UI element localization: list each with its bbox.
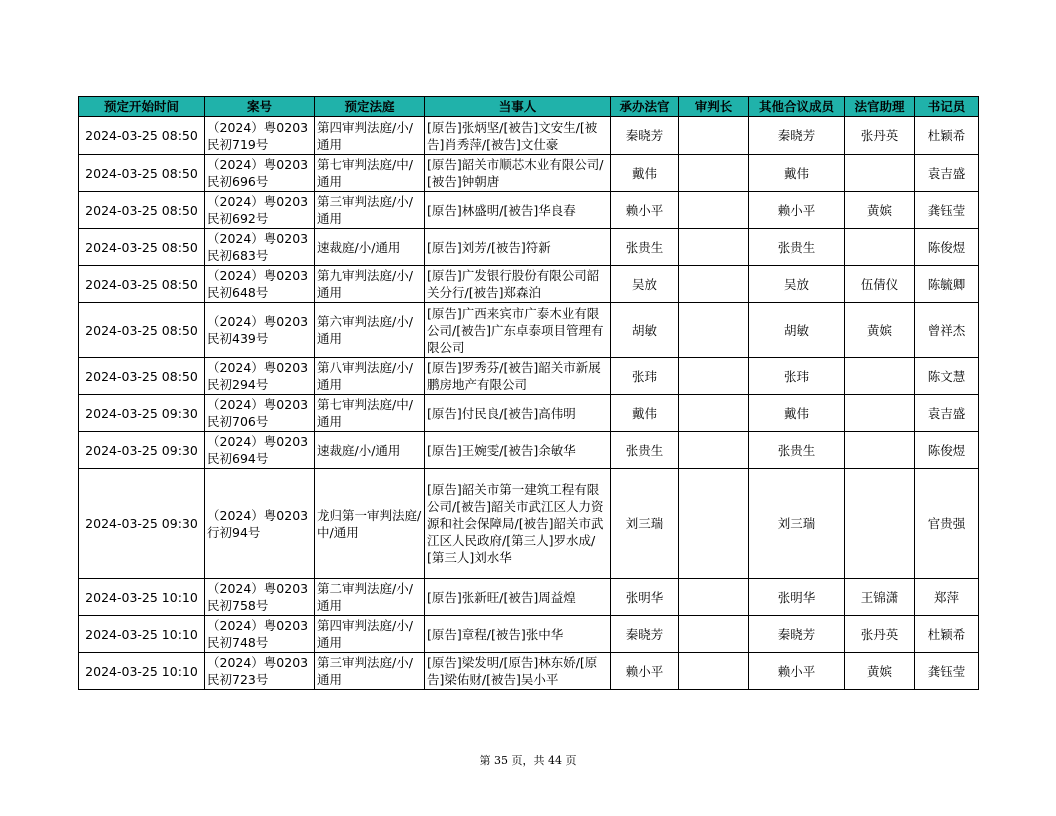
- cell-judge-assistant: [845, 432, 915, 469]
- cell-clerk: 曾祥杰: [915, 303, 979, 358]
- cell-judge-assistant: 黄嫔: [845, 653, 915, 690]
- cell-judge-assistant: [845, 469, 915, 579]
- table-row: [79, 469, 979, 579]
- cell-clerk: 袁吉盛: [915, 395, 979, 432]
- cell-start-time: 2024-03-25 10:10: [79, 616, 205, 653]
- cell-case-number: （2024）粤0203民初648号: [205, 266, 315, 303]
- cell-courtroom: 龙归第一审判法庭/中/通用: [315, 469, 425, 579]
- cell-parties: [原告]罗秀芬/[被告]韶关市新展鹏房地产有限公司: [425, 358, 611, 395]
- cell-start-time: 2024-03-25 09:30: [79, 469, 205, 579]
- table-row: [79, 266, 979, 303]
- cell-courtroom: 第四审判法庭/小/通用: [315, 117, 425, 155]
- page-footer: 第 35 页，共 44 页: [479, 754, 577, 767]
- cell-judge: 秦晓芳: [611, 616, 679, 653]
- cell-courtroom: 第二审判法庭/小/通用: [315, 579, 425, 616]
- cell-case-number: （2024）粤0203民初758号: [205, 579, 315, 616]
- cell-clerk: 陈俊煜: [915, 229, 979, 266]
- cell-courtroom: 第三审判法庭/小/通用: [315, 192, 425, 229]
- cell-courtroom: 第六审判法庭/小/通用: [315, 303, 425, 358]
- table-row: [79, 395, 979, 432]
- cell-parties: [原告]付民良/[被告]高伟明: [425, 395, 611, 432]
- cell-judge: 张贵生: [611, 229, 679, 266]
- cell-parties: [原告]章程/[被告]张中华: [425, 616, 611, 653]
- cell-parties: [原告]王婉雯/[被告]余敏华: [425, 432, 611, 469]
- table-row: [79, 432, 979, 469]
- cell-panel-members: 戴伟: [749, 155, 845, 192]
- cell-panel-members: 张贵生: [749, 432, 845, 469]
- cell-presiding-judge: [679, 395, 749, 432]
- cell-presiding-judge: [679, 155, 749, 192]
- cell-judge-assistant: 黄嫔: [845, 303, 915, 358]
- cell-case-number: （2024）粤0203民初683号: [205, 229, 315, 266]
- hearing-schedule-table: [78, 96, 979, 690]
- cell-panel-members: 张明华: [749, 579, 845, 616]
- cell-presiding-judge: [679, 653, 749, 690]
- cell-clerk: 陈俊煜: [915, 432, 979, 469]
- cell-judge: 张玮: [611, 358, 679, 395]
- cell-start-time: 2024-03-25 09:30: [79, 395, 205, 432]
- cell-case-number: （2024）粤0203民初719号: [205, 117, 315, 155]
- cell-judge-assistant: 张丹英: [845, 616, 915, 653]
- cell-parties: [原告]张炳坚/[被告]文安生/[被告]肖秀萍/[被告]文仕豪: [425, 117, 611, 155]
- cell-presiding-judge: [679, 358, 749, 395]
- cell-case-number: （2024）粤0203民初706号: [205, 395, 315, 432]
- cell-case-number: （2024）粤0203民初692号: [205, 192, 315, 229]
- cell-presiding-judge: [679, 117, 749, 155]
- cell-judge: 戴伟: [611, 395, 679, 432]
- header-clerk: 书记员: [915, 97, 979, 117]
- cell-start-time: 2024-03-25 08:50: [79, 117, 205, 155]
- cell-judge-assistant: [845, 229, 915, 266]
- cell-panel-members: 戴伟: [749, 395, 845, 432]
- table-row: [79, 358, 979, 395]
- cell-panel-members: 赖小平: [749, 192, 845, 229]
- cell-case-number: （2024）粤0203民初294号: [205, 358, 315, 395]
- cell-panel-members: 赖小平: [749, 653, 845, 690]
- table-row: [79, 653, 979, 690]
- cell-judge-assistant: 张丹英: [845, 117, 915, 155]
- cell-case-number: （2024）粤0203民初723号: [205, 653, 315, 690]
- cell-panel-members: 秦晓芳: [749, 616, 845, 653]
- table-row: [79, 616, 979, 653]
- cell-courtroom: 第八审判法庭/小/通用: [315, 358, 425, 395]
- cell-judge: 张贵生: [611, 432, 679, 469]
- cell-start-time: 2024-03-25 10:10: [79, 579, 205, 616]
- cell-start-time: 2024-03-25 08:50: [79, 155, 205, 192]
- cell-judge: 刘三瑞: [611, 469, 679, 579]
- cell-panel-members: 秦晓芳: [749, 117, 845, 155]
- cell-start-time: 2024-03-25 10:10: [79, 653, 205, 690]
- cell-clerk: 龚钰莹: [915, 653, 979, 690]
- cell-start-time: 2024-03-25 09:30: [79, 432, 205, 469]
- cell-parties: [原告]张新旺/[被告]周益煌: [425, 579, 611, 616]
- cell-clerk: 袁吉盛: [915, 155, 979, 192]
- cell-courtroom: 第七审判法庭/中/通用: [315, 155, 425, 192]
- header-judge: 承办法官: [611, 97, 679, 117]
- cell-case-number: （2024）粤0203民初694号: [205, 432, 315, 469]
- cell-parties: [原告]广发银行股份有限公司韶关分行/[被告]郑森泊: [425, 266, 611, 303]
- cell-start-time: 2024-03-25 08:50: [79, 358, 205, 395]
- table-row: [79, 117, 979, 155]
- header-presiding-judge: 审判长: [679, 97, 749, 117]
- table-row: [79, 579, 979, 616]
- cell-presiding-judge: [679, 266, 749, 303]
- cell-clerk: 陈文慧: [915, 358, 979, 395]
- cell-start-time: 2024-03-25 08:50: [79, 303, 205, 358]
- cell-judge-assistant: 伍倩仪: [845, 266, 915, 303]
- header-start-time: 预定开始时间: [79, 97, 205, 117]
- cell-panel-members: 张玮: [749, 358, 845, 395]
- cell-clerk: 杜颖希: [915, 117, 979, 155]
- cell-judge-assistant: [845, 358, 915, 395]
- header-judge-assistant: 法官助理: [845, 97, 915, 117]
- cell-courtroom: 速裁庭/小/通用: [315, 229, 425, 266]
- cell-courtroom: 第三审判法庭/小/通用: [315, 653, 425, 690]
- cell-judge-assistant: 王锦潇: [845, 579, 915, 616]
- cell-presiding-judge: [679, 469, 749, 579]
- table-row: [79, 155, 979, 192]
- cell-start-time: 2024-03-25 08:50: [79, 192, 205, 229]
- cell-presiding-judge: [679, 303, 749, 358]
- cell-panel-members: 胡敏: [749, 303, 845, 358]
- header-parties: 当事人: [425, 97, 611, 117]
- table-header-row: [79, 97, 979, 117]
- cell-courtroom: 第七审判法庭/中/通用: [315, 395, 425, 432]
- cell-judge-assistant: [845, 155, 915, 192]
- table-row: [79, 192, 979, 229]
- cell-parties: [原告]韶关市第一建筑工程有限公司/[被告]韶关市武江区人力资源和社会保障局/[被告]韶关市武江区人民政府/[第三人]罗水成/[第三人]刘水华: [425, 469, 611, 579]
- cell-judge: 秦晓芳: [611, 117, 679, 155]
- cell-courtroom: 第九审判法庭/小/通用: [315, 266, 425, 303]
- table-row: [79, 229, 979, 266]
- cell-presiding-judge: [679, 229, 749, 266]
- cell-judge: 戴伟: [611, 155, 679, 192]
- cell-presiding-judge: [679, 579, 749, 616]
- cell-judge-assistant: [845, 395, 915, 432]
- cell-judge: 张明华: [611, 579, 679, 616]
- cell-clerk: 龚钰莹: [915, 192, 979, 229]
- cell-start-time: 2024-03-25 08:50: [79, 229, 205, 266]
- table-row: [79, 303, 979, 358]
- cell-parties: [原告]刘芳/[被告]符新: [425, 229, 611, 266]
- cell-presiding-judge: [679, 432, 749, 469]
- header-courtroom: 预定法庭: [315, 97, 425, 117]
- cell-judge-assistant: 黄嫔: [845, 192, 915, 229]
- cell-courtroom: 第四审判法庭/小/通用: [315, 616, 425, 653]
- cell-courtroom: 速裁庭/小/通用: [315, 432, 425, 469]
- cell-case-number: （2024）粤0203民初748号: [205, 616, 315, 653]
- cell-parties: [原告]广西来宾市广泰木业有限公司/[被告]广东卓泰项目管理有限公司: [425, 303, 611, 358]
- cell-clerk: 陈毓卿: [915, 266, 979, 303]
- cell-parties: [原告]韶关市顺芯木业有限公司/[被告]钟朝唐: [425, 155, 611, 192]
- cell-start-time: 2024-03-25 08:50: [79, 266, 205, 303]
- cell-case-number: （2024）粤0203民初439号: [205, 303, 315, 358]
- cell-parties: [原告]梁发明/[原告]林东娇/[原告]梁佑财/[被告]吴小平: [425, 653, 611, 690]
- cell-case-number: （2024）粤0203行初94号: [205, 469, 315, 579]
- cell-judge: 赖小平: [611, 653, 679, 690]
- cell-judge: 胡敏: [611, 303, 679, 358]
- cell-clerk: 郑萍: [915, 579, 979, 616]
- cell-judge: 吴放: [611, 266, 679, 303]
- cell-clerk: 杜颖希: [915, 616, 979, 653]
- cell-presiding-judge: [679, 616, 749, 653]
- cell-panel-members: 吴放: [749, 266, 845, 303]
- header-case-number: 案号: [205, 97, 315, 117]
- cell-clerk: 官贵强: [915, 469, 979, 579]
- cell-case-number: （2024）粤0203民初696号: [205, 155, 315, 192]
- header-panel-members: 其他合议成员: [749, 97, 845, 117]
- cell-parties: [原告]林盛明/[被告]华良春: [425, 192, 611, 229]
- cell-presiding-judge: [679, 192, 749, 229]
- cell-panel-members: 张贵生: [749, 229, 845, 266]
- cell-panel-members: 刘三瑞: [749, 469, 845, 579]
- cell-judge: 赖小平: [611, 192, 679, 229]
